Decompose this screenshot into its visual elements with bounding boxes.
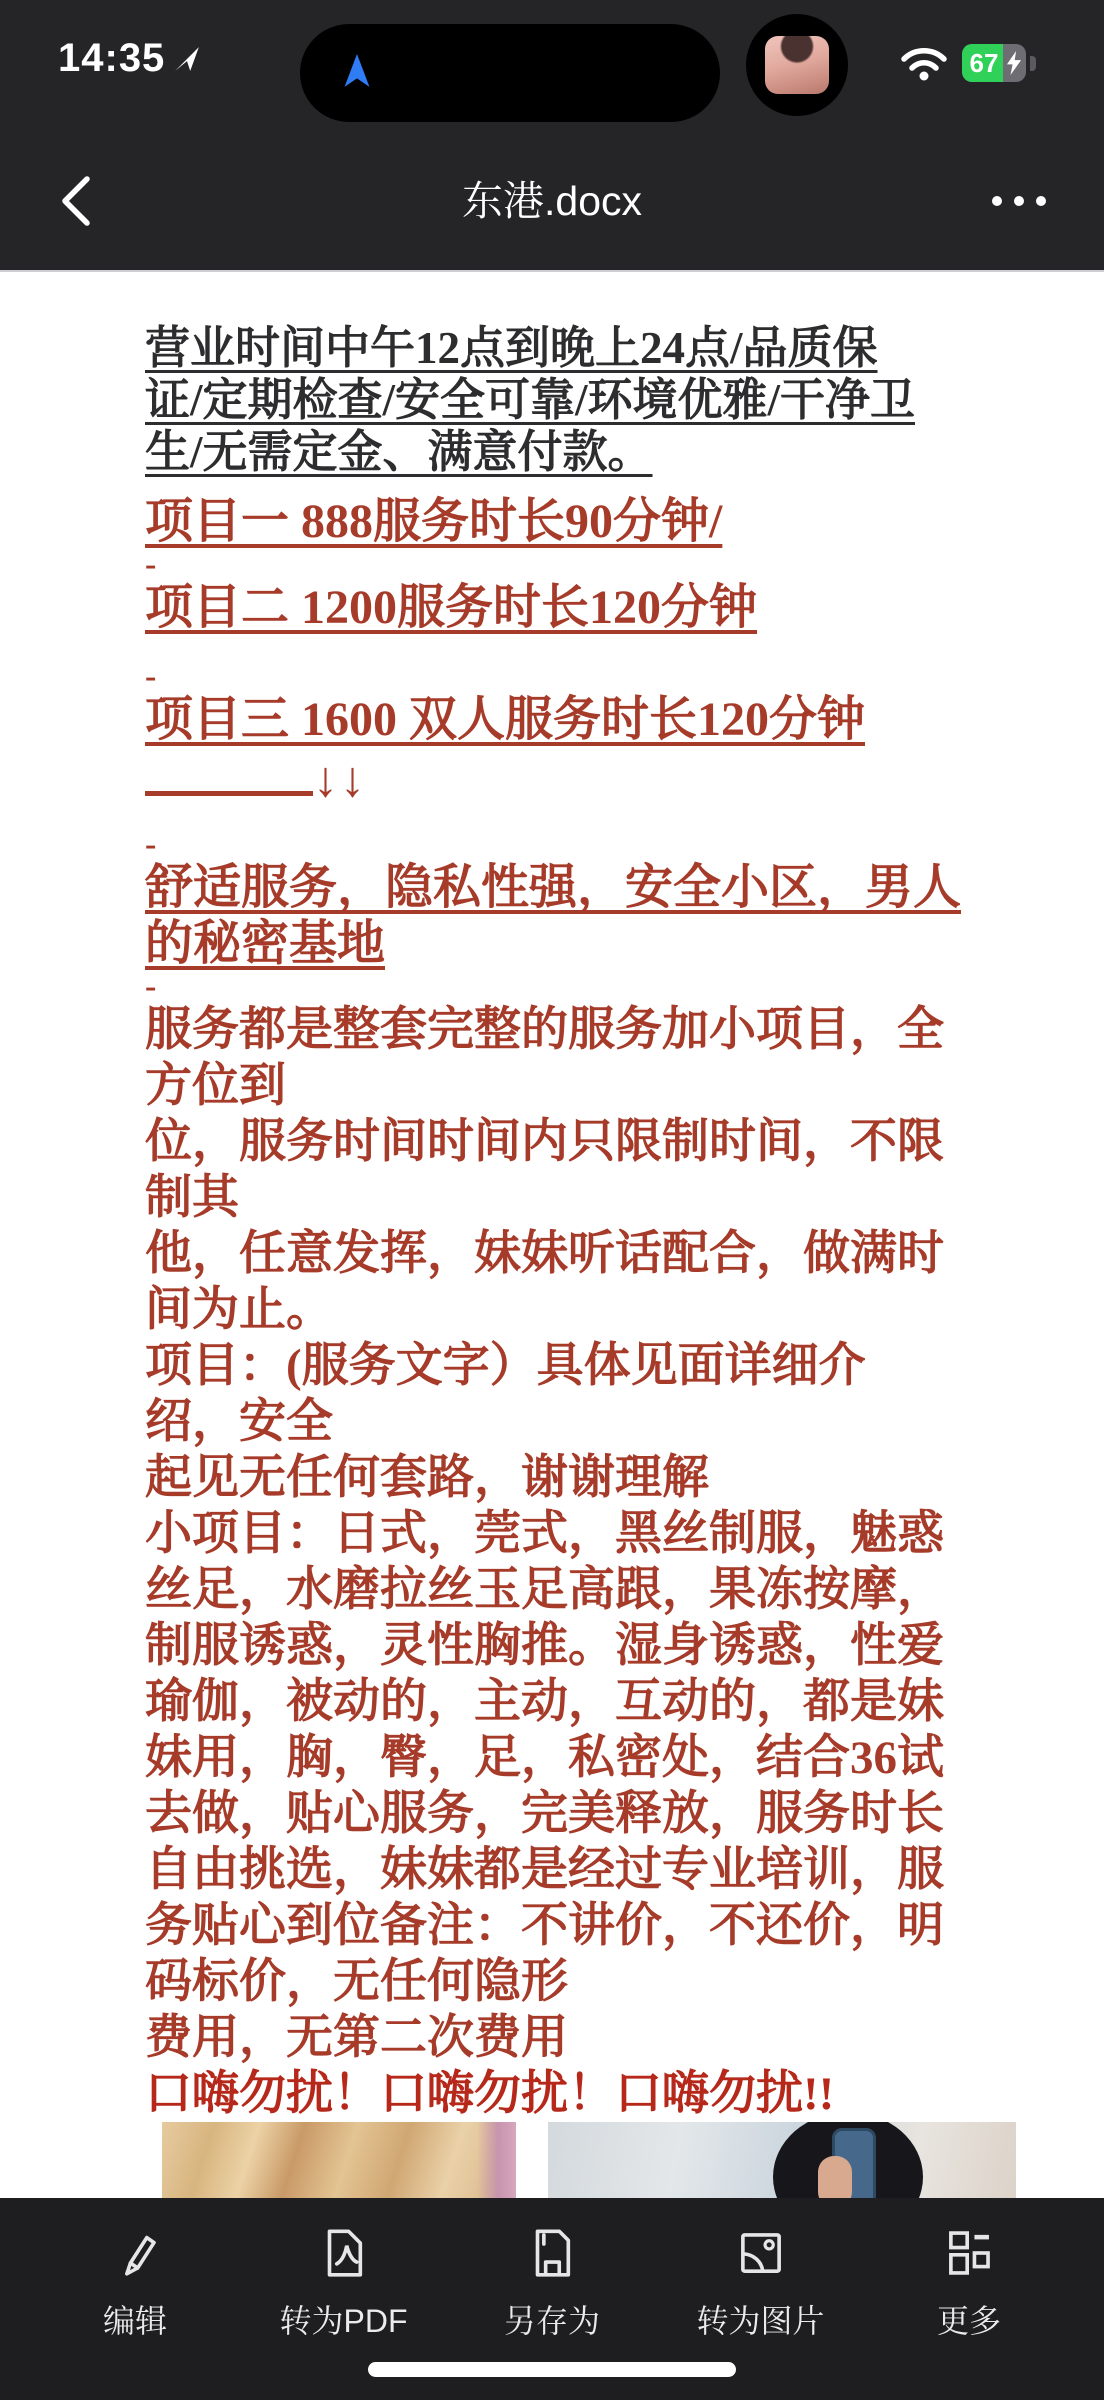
doc-line: 项目一 888服务时长90分钟/ [145, 495, 723, 548]
tool-label: 另存为 [503, 2303, 600, 2339]
doc-line: - [145, 658, 157, 695]
doc-line: 瑜伽，被动的，主动，互动的，都是妹 [145, 1676, 944, 1728]
doc-line: 生/无需定金、满意付款。 [145, 427, 653, 477]
doc-line: 码标价，无任何隐形 [145, 1956, 568, 2008]
avatar-photo [765, 36, 829, 94]
doc-line: 项目二 1200服务时长120分钟 [145, 581, 758, 634]
tool-label: 转为图片 [696, 2303, 825, 2339]
save-icon [523, 2224, 581, 2282]
image-icon [732, 2224, 790, 2282]
home-indicator[interactable] [368, 2362, 736, 2377]
location-arrow-icon [173, 45, 201, 73]
layout-grid-icon [940, 2224, 998, 2282]
battery-percent: 67 [969, 48, 999, 78]
tool-label: 更多 [936, 2303, 1001, 2339]
document-page[interactable] [0, 272, 1104, 2198]
doc-line: 口嗨勿扰！口嗨勿扰！口嗨勿扰!! [145, 2068, 835, 2120]
ellipsis-icon [992, 196, 1002, 206]
doc-line: - [145, 546, 157, 583]
doc-line: 舒适服务，隐私性强，安全小区，男人 [145, 861, 962, 914]
doc-line: 的秘密基地 [145, 917, 386, 970]
doc-line: 务贴心到位备注：不讲价，不还价，明 [145, 1900, 944, 1952]
battery-indicator [962, 44, 1026, 82]
doc-line: 制服诱惑，灵性胸推。湿身诱惑，性爱 [145, 1620, 944, 1672]
wifi-icon [900, 46, 948, 82]
doc-line: 制其 [145, 1172, 239, 1224]
doc-line: 间为止。 [145, 1284, 333, 1336]
doc-line: 证/定期检查/安全可靠/环境优雅/干净卫 [145, 375, 916, 425]
dynamic-island[interactable] [300, 24, 720, 122]
more-options-button[interactable] [992, 166, 1046, 236]
doc-line: 费用，无第二次费用 [145, 2012, 568, 2064]
navigation-arrow-icon [340, 50, 374, 92]
wood-floor-photo[interactable] [162, 2122, 516, 2198]
battery-nub [1030, 56, 1036, 71]
doc-line: 起见无任何套路，谢谢理解 [145, 1452, 709, 1504]
doc-line: 项目：(服务文字）具体见面详细介 [145, 1340, 866, 1392]
document-title: 东港.docx [462, 178, 642, 224]
edit-button[interactable] [50, 2224, 220, 2400]
doc-line: 他，任意发挥，妹妹听话配合，做满时 [145, 1228, 944, 1280]
doc-line: 丝足，水磨拉丝玉足高跟，果冻按摩， [145, 1564, 944, 1616]
mirror-selfie-photo[interactable] [548, 2122, 1016, 2198]
doc-line: 小项目：日式，莞式，黑丝制服，魅惑 [145, 1508, 944, 1560]
tool-label: 转为PDF [279, 2303, 408, 2339]
tool-label: 编辑 [102, 2303, 167, 2339]
charging-bolt-icon [1006, 51, 1022, 75]
avatar[interactable] [746, 14, 848, 116]
doc-line: 方位到 [145, 1060, 286, 1112]
pencil-icon [106, 2224, 164, 2282]
more-tools-button[interactable] [884, 2224, 1054, 2400]
nav-bar [0, 130, 1104, 272]
doc-line: ↓↓ [145, 748, 1004, 804]
doc-line: 绍，安全 [145, 1396, 333, 1448]
pdf-file-icon [315, 2224, 373, 2282]
doc-line: - [145, 826, 157, 863]
doc-line: 自由挑选，妹妹都是经过专业培训，服 [145, 1844, 944, 1896]
document-text [0, 272, 1104, 2122]
doc-line: 营业时间中午12点到晚上24点/品质保 [145, 323, 878, 373]
doc-line: - [145, 968, 157, 1005]
doc-line: 项目三 1600 双人服务时长120分钟 [145, 693, 866, 746]
doc-line [145, 636, 1004, 662]
status-bar [0, 0, 1104, 130]
photo-row [0, 2122, 1104, 2198]
doc-line: 去做，贴心服务，完美释放，服务时长 [145, 1788, 944, 1840]
selfie-hand [818, 2156, 852, 2198]
doc-line: 服务都是整套完整的服务加小项目，全 [145, 1004, 944, 1056]
doc-line: 妹用，胸，臀，足，私密处，结合36试 [145, 1732, 944, 1784]
doc-line: 位，服务时间时间内只限制时间，不限 [145, 1116, 944, 1168]
doc-line [145, 804, 1004, 830]
clock-time: 14:35 [58, 36, 166, 80]
